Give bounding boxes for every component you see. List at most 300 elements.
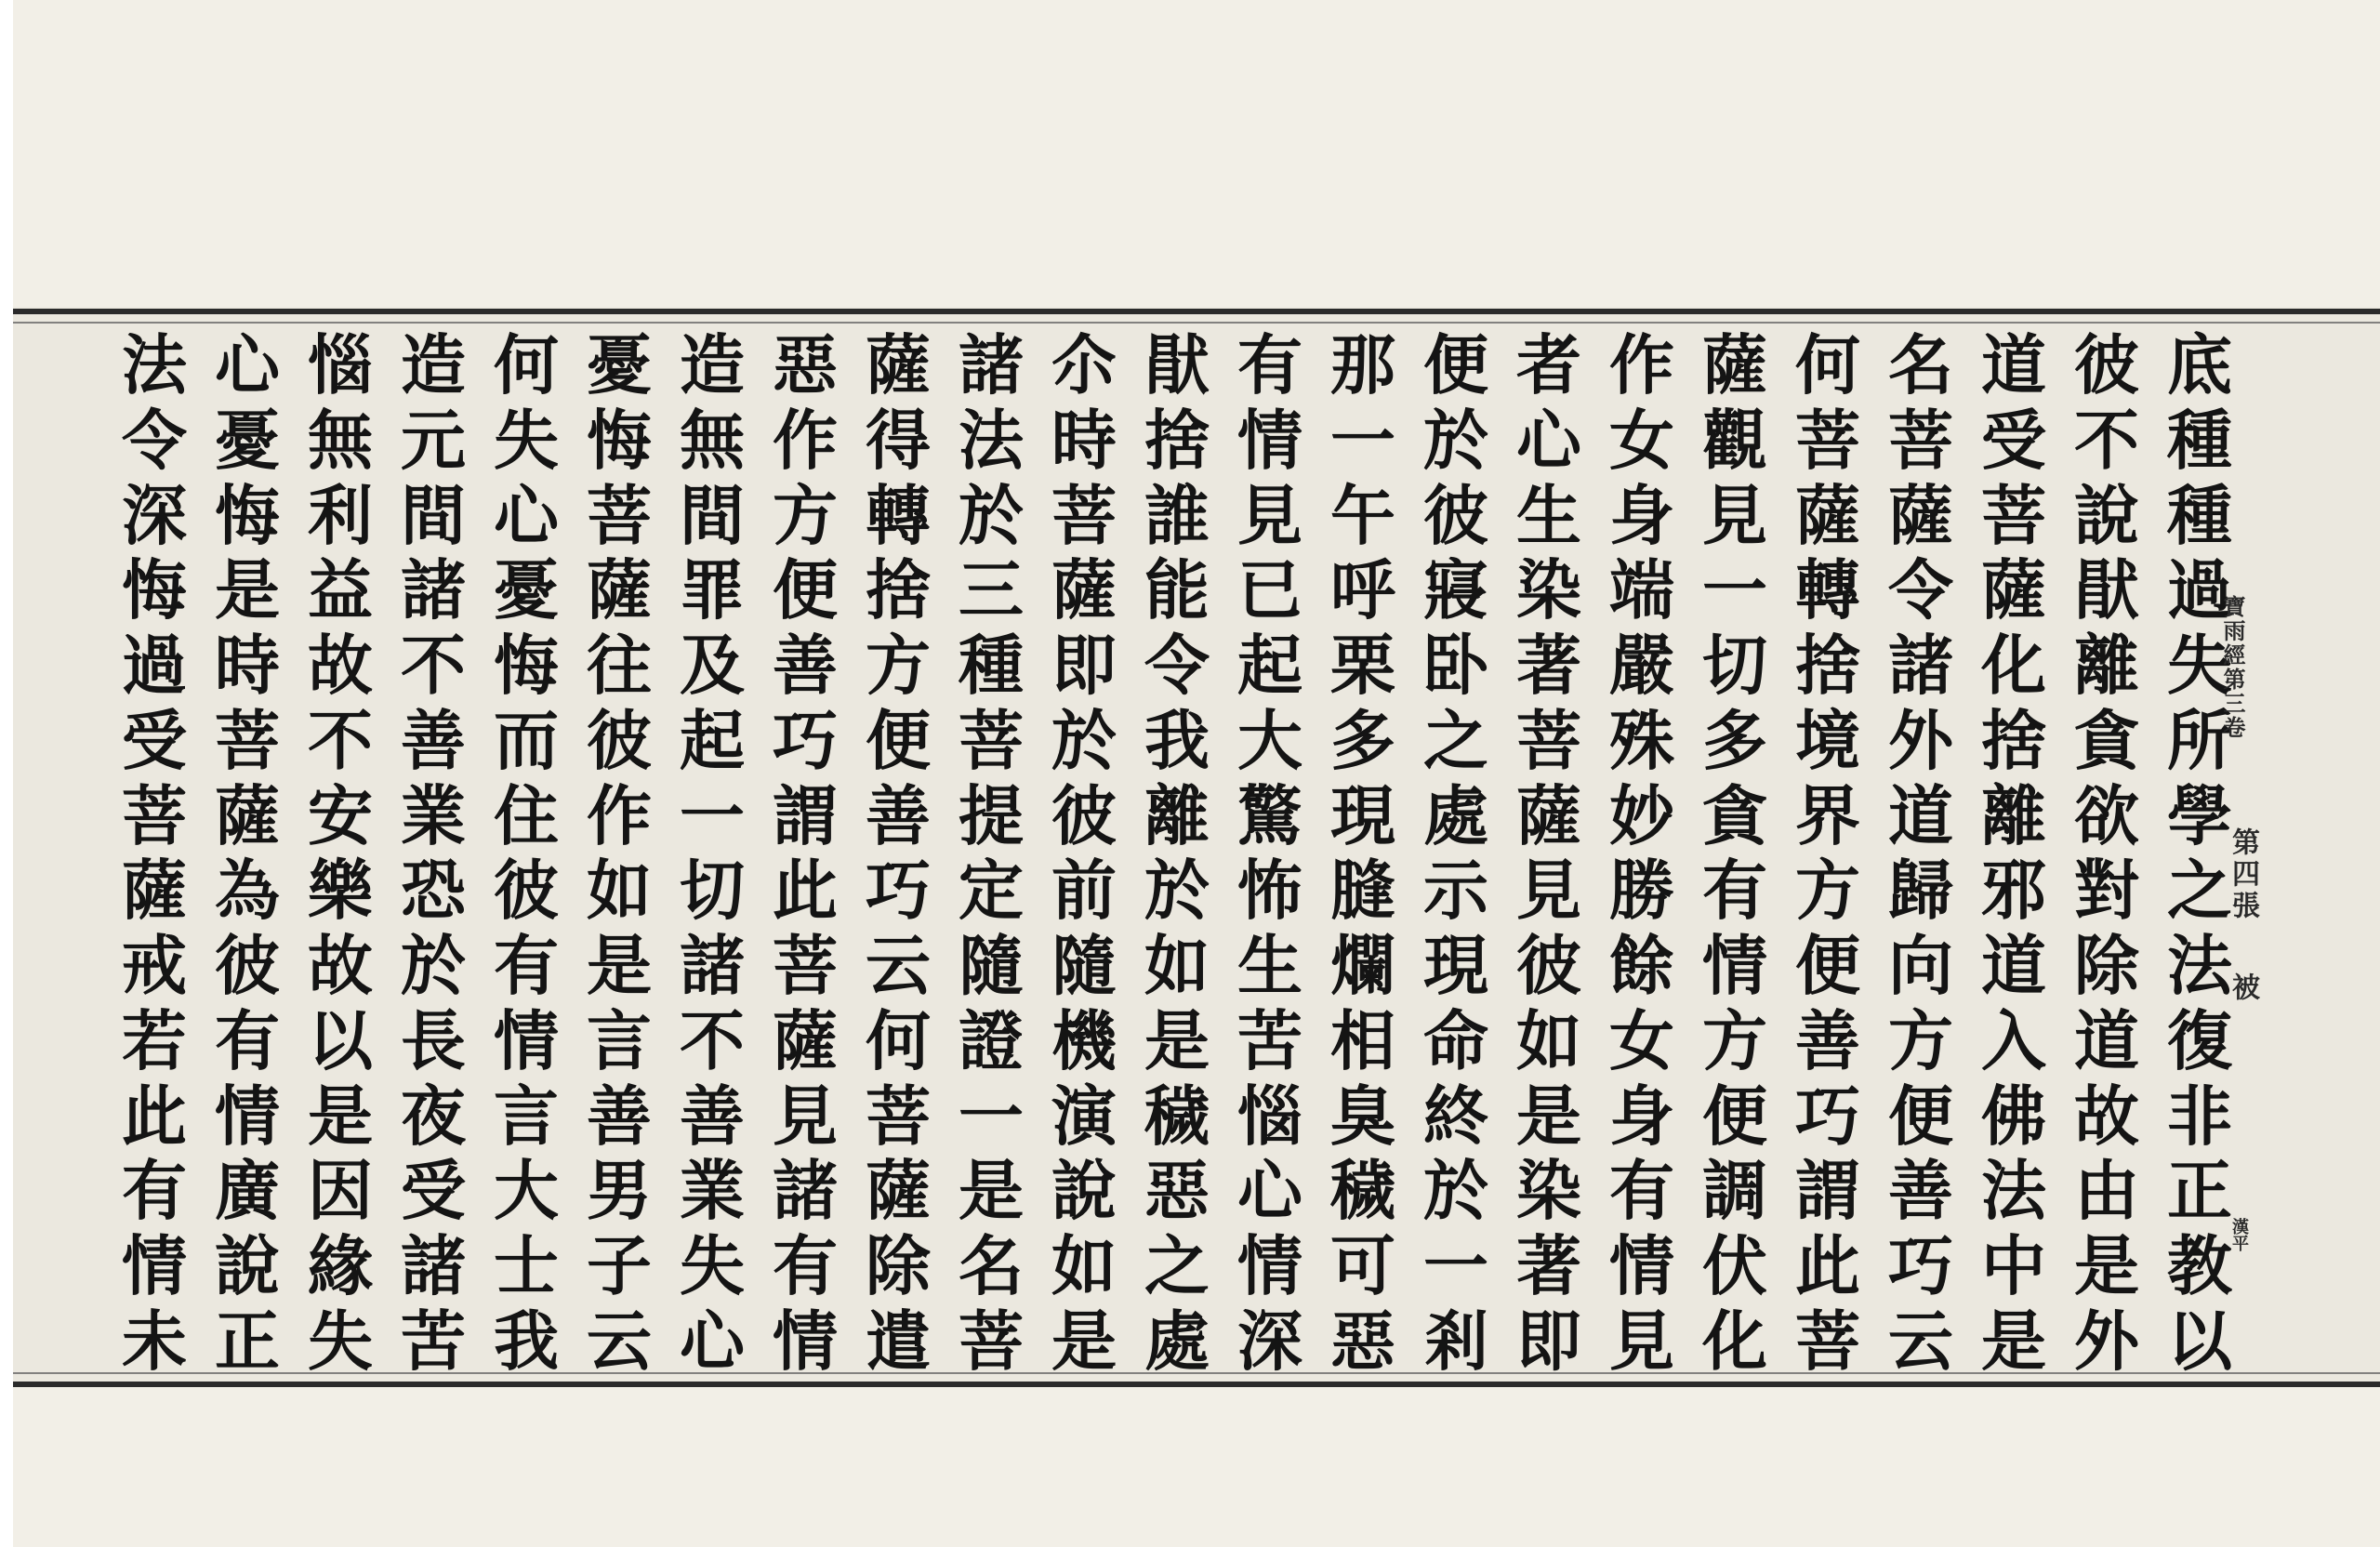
text-character: 女 bbox=[1609, 1001, 1674, 1079]
text-character: 說 bbox=[215, 1227, 280, 1305]
text-character: 不 bbox=[308, 701, 373, 779]
text-column bbox=[385, 326, 482, 1380]
text-character: 外 bbox=[2074, 1302, 2139, 1380]
text-character: 夜 bbox=[401, 1077, 466, 1155]
margin-carver-name: 漢平 bbox=[2229, 1218, 2249, 1251]
text-character: 法 bbox=[959, 401, 1024, 479]
text-character: 之 bbox=[2167, 852, 2232, 930]
text-character: 薩 bbox=[866, 326, 931, 403]
text-character: 深 bbox=[122, 476, 187, 554]
text-character: 悔 bbox=[215, 476, 280, 554]
text-character: 所 bbox=[2167, 701, 2232, 779]
text-character: 著 bbox=[1516, 1227, 1581, 1305]
text-character: 何 bbox=[866, 1001, 931, 1079]
text-character: 得 bbox=[866, 401, 931, 479]
text-character: 妙 bbox=[1609, 776, 1674, 854]
text-character: 薩 bbox=[587, 551, 652, 629]
text-character: 名 bbox=[1888, 326, 1953, 403]
text-character: 便 bbox=[1795, 927, 1860, 1005]
text-column bbox=[1408, 326, 1504, 1380]
text-character: 情 bbox=[494, 1001, 559, 1079]
text-character: 時 bbox=[1051, 401, 1117, 479]
text-character: 爛 bbox=[1330, 927, 1395, 1005]
text-character: 薩 bbox=[1702, 326, 1767, 403]
text-column bbox=[1036, 326, 1132, 1380]
text-character: 無 bbox=[308, 401, 373, 479]
text-character: 機 bbox=[1051, 1001, 1117, 1079]
text-character: 彼 bbox=[1423, 476, 1488, 554]
text-character: 可 bbox=[1330, 1227, 1395, 1305]
text-character: 名 bbox=[959, 1227, 1024, 1305]
text-character: 恐 bbox=[401, 852, 466, 930]
text-character: 及 bbox=[680, 627, 745, 705]
text-column bbox=[1501, 326, 1597, 1380]
text-character: 猒 bbox=[2074, 551, 2139, 629]
text-character: 對 bbox=[2074, 852, 2139, 930]
text-character: 生 bbox=[1237, 927, 1302, 1005]
text-character: 怖 bbox=[1237, 852, 1302, 930]
text-character: 定 bbox=[959, 852, 1024, 930]
text-character: 捨 bbox=[866, 551, 931, 629]
text-character: 提 bbox=[959, 776, 1024, 854]
text-character: 呼 bbox=[1330, 551, 1395, 629]
text-character: 離 bbox=[2074, 627, 2139, 705]
text-character: 苦 bbox=[1237, 1001, 1302, 1079]
text-character: 有 bbox=[494, 927, 559, 1005]
text-character: 一 bbox=[680, 776, 745, 854]
text-character: 有 bbox=[1702, 852, 1767, 930]
text-column bbox=[1593, 326, 1690, 1380]
text-column bbox=[1129, 326, 1225, 1380]
text-character: 於 bbox=[1423, 1152, 1488, 1230]
text-character: 憂 bbox=[587, 326, 652, 403]
text-character: 卧 bbox=[1423, 627, 1488, 705]
text-character: 非 bbox=[2167, 1077, 2232, 1155]
text-character: 化 bbox=[1702, 1302, 1767, 1380]
text-character: 不 bbox=[680, 1001, 745, 1079]
text-character: 彼 bbox=[2074, 326, 2139, 403]
text-column bbox=[1686, 326, 1783, 1380]
text-character: 不 bbox=[2074, 401, 2139, 479]
text-column bbox=[664, 326, 760, 1380]
text-character: 菩 bbox=[1795, 1302, 1860, 1380]
text-character: 能 bbox=[1144, 551, 1210, 629]
text-character: 轉 bbox=[1795, 551, 1860, 629]
bottom-margin bbox=[13, 1387, 2380, 1547]
text-character: 悔 bbox=[122, 551, 187, 629]
margin-page-number bbox=[2222, 827, 2263, 1004]
text-character: 薩 bbox=[122, 852, 187, 930]
text-character: 佛 bbox=[1981, 1077, 2046, 1155]
text-column bbox=[106, 326, 203, 1380]
text-character: 邪 bbox=[1981, 852, 2046, 930]
text-character: 造 bbox=[680, 326, 745, 403]
text-character: 離 bbox=[1981, 776, 2046, 854]
text-character: 樂 bbox=[308, 852, 373, 930]
text-character: 命 bbox=[1423, 1001, 1488, 1079]
text-character: 有 bbox=[1609, 1152, 1674, 1230]
text-character: 現 bbox=[1330, 776, 1395, 854]
text-character: 諸 bbox=[773, 1152, 838, 1230]
text-column bbox=[199, 326, 296, 1380]
text-character: 穢 bbox=[1144, 1077, 1210, 1155]
text-character: 受 bbox=[401, 1152, 466, 1230]
text-character: 時 bbox=[215, 627, 280, 705]
text-character: 士 bbox=[494, 1227, 559, 1305]
text-character: 罪 bbox=[680, 551, 745, 629]
text-character: 是 bbox=[1051, 1302, 1117, 1380]
text-character: 若 bbox=[122, 1001, 187, 1079]
text-character: 演 bbox=[1051, 1077, 1117, 1155]
text-character: 惡 bbox=[1144, 1152, 1210, 1230]
text-character: 令 bbox=[122, 401, 187, 479]
text-character: 云 bbox=[866, 927, 931, 1005]
text-character: 巧 bbox=[866, 852, 931, 930]
text-character: 彼 bbox=[1516, 927, 1581, 1005]
text-column bbox=[757, 326, 853, 1380]
text-character: 情 bbox=[1609, 1227, 1674, 1305]
text-character: 身 bbox=[1609, 476, 1674, 554]
text-character: 那 bbox=[1330, 326, 1395, 403]
text-character: 悔 bbox=[494, 627, 559, 705]
text-character: 薩 bbox=[1516, 776, 1581, 854]
text-character: 終 bbox=[1423, 1077, 1488, 1155]
text-character: 諸 bbox=[1888, 627, 1953, 705]
text-character: 一 bbox=[1702, 551, 1767, 629]
text-character: 憂 bbox=[494, 551, 559, 629]
text-character: 言 bbox=[587, 1001, 652, 1079]
text-character: 見 bbox=[1702, 476, 1767, 554]
text-character: 是 bbox=[587, 927, 652, 1005]
text-character: 彼 bbox=[215, 927, 280, 1005]
text-character: 惱 bbox=[308, 326, 373, 403]
margin-extra-char: 被 bbox=[2227, 972, 2259, 1005]
text-character: 情 bbox=[1237, 401, 1302, 479]
text-character: 善 bbox=[1795, 1001, 1860, 1079]
text-character: 是 bbox=[959, 1152, 1024, 1230]
text-character: 見 bbox=[1237, 476, 1302, 554]
text-character: 殊 bbox=[1609, 701, 1674, 779]
text-character: 而 bbox=[494, 701, 559, 779]
text-character: 切 bbox=[680, 852, 745, 930]
text-character: 菩 bbox=[1888, 401, 1953, 479]
text-character: 臭 bbox=[1330, 1077, 1395, 1155]
text-character: 道 bbox=[1981, 326, 2046, 403]
text-character: 有 bbox=[122, 1152, 187, 1230]
text-character: 誰 bbox=[1144, 476, 1210, 554]
text-character: 此 bbox=[1795, 1227, 1860, 1305]
text-character: 多 bbox=[1702, 701, 1767, 779]
text-character: 男 bbox=[587, 1152, 652, 1230]
printed-text-block bbox=[13, 309, 2380, 1387]
text-character: 諸 bbox=[959, 326, 1024, 403]
margin-sutra-title: 寶雨經第三卷 bbox=[2219, 595, 2246, 740]
text-character: 證 bbox=[959, 1001, 1024, 1079]
page-edge bbox=[0, 0, 13, 1547]
text-character: 益 bbox=[308, 551, 373, 629]
text-character: 示 bbox=[1423, 852, 1488, 930]
text-character: 種 bbox=[2167, 401, 2232, 479]
text-character: 善 bbox=[587, 1077, 652, 1155]
text-character: 遣 bbox=[866, 1302, 931, 1380]
text-character: 道 bbox=[2074, 1001, 2139, 1079]
text-character: 伏 bbox=[1702, 1227, 1767, 1305]
text-character: 貪 bbox=[1702, 776, 1767, 854]
text-character: 一 bbox=[1330, 401, 1395, 479]
text-character: 受 bbox=[122, 701, 187, 779]
text-character: 善 bbox=[401, 701, 466, 779]
text-character: 以 bbox=[308, 1001, 373, 1079]
text-character: 除 bbox=[2074, 927, 2139, 1005]
text-column bbox=[292, 326, 389, 1380]
text-character: 復 bbox=[2167, 1001, 2232, 1079]
text-character: 菩 bbox=[1795, 401, 1860, 479]
text-character: 我 bbox=[494, 1302, 559, 1380]
text-character: 令 bbox=[1888, 551, 1953, 629]
text-character: 著 bbox=[1516, 627, 1581, 705]
text-character: 菩 bbox=[773, 927, 838, 1005]
top-border-line bbox=[13, 322, 2380, 324]
text-character: 驚 bbox=[1237, 776, 1302, 854]
text-character: 謂 bbox=[773, 776, 838, 854]
text-character: 往 bbox=[587, 627, 652, 705]
text-character: 一 bbox=[1423, 1227, 1488, 1305]
text-character: 薩 bbox=[866, 1152, 931, 1230]
text-character: 捨 bbox=[1144, 401, 1210, 479]
text-character: 隨 bbox=[959, 927, 1024, 1005]
text-character: 是 bbox=[2074, 1227, 2139, 1305]
text-character: 生 bbox=[1516, 476, 1581, 554]
text-character: 菩 bbox=[959, 1302, 1024, 1380]
text-character: 於 bbox=[1051, 701, 1117, 779]
text-character: 除 bbox=[866, 1227, 931, 1305]
text-character: 不 bbox=[401, 627, 466, 705]
text-character: 諸 bbox=[401, 1227, 466, 1305]
text-character: 巧 bbox=[1888, 1227, 1953, 1305]
text-character: 如 bbox=[1051, 1227, 1117, 1305]
text-character: 菩 bbox=[1051, 476, 1117, 554]
text-character: 向 bbox=[1888, 927, 1953, 1005]
text-column bbox=[1779, 326, 1876, 1380]
text-character: 說 bbox=[2074, 476, 2139, 554]
text-character: 過 bbox=[122, 627, 187, 705]
text-character: 薩 bbox=[1888, 476, 1953, 554]
text-character: 大 bbox=[494, 1152, 559, 1230]
text-character: 者 bbox=[1516, 326, 1581, 403]
top-margin bbox=[13, 0, 2380, 307]
text-character: 失 bbox=[680, 1227, 745, 1305]
text-character: 情 bbox=[1237, 1227, 1302, 1305]
text-character: 善 bbox=[1888, 1152, 1953, 1230]
text-character: 菩 bbox=[215, 701, 280, 779]
text-character: 緣 bbox=[308, 1227, 373, 1305]
text-character: 作 bbox=[773, 401, 838, 479]
text-character: 便 bbox=[773, 551, 838, 629]
text-column bbox=[850, 326, 946, 1380]
text-character: 於 bbox=[1144, 852, 1210, 930]
text-character: 外 bbox=[1888, 701, 1953, 779]
text-character: 為 bbox=[215, 852, 280, 930]
text-character: 失 bbox=[308, 1302, 373, 1380]
text-character: 方 bbox=[1702, 1001, 1767, 1079]
text-character: 有 bbox=[773, 1227, 838, 1305]
text-character: 善 bbox=[773, 627, 838, 705]
text-character: 惡 bbox=[773, 326, 838, 403]
text-character: 間 bbox=[401, 476, 466, 554]
text-character: 嚴 bbox=[1609, 627, 1674, 705]
text-character: 何 bbox=[1795, 326, 1860, 403]
text-character: 善 bbox=[680, 1077, 745, 1155]
text-character: 種 bbox=[2167, 476, 2232, 554]
text-character: 學 bbox=[2167, 776, 2232, 854]
text-character: 正 bbox=[2167, 1152, 2232, 1230]
text-character: 膖 bbox=[1330, 852, 1395, 930]
text-character: 因 bbox=[308, 1152, 373, 1230]
text-character: 悔 bbox=[587, 401, 652, 479]
text-character: 彼 bbox=[1051, 776, 1117, 854]
text-character: 故 bbox=[308, 927, 373, 1005]
text-character: 諸 bbox=[680, 927, 745, 1005]
text-character: 菩 bbox=[959, 701, 1024, 779]
text-character: 貪 bbox=[2074, 701, 2139, 779]
text-character: 教 bbox=[2167, 1227, 2232, 1305]
text-character: 業 bbox=[680, 1152, 745, 1230]
text-character: 此 bbox=[122, 1077, 187, 1155]
text-character: 道 bbox=[1888, 776, 1953, 854]
text-character: 如 bbox=[1516, 1001, 1581, 1079]
text-character: 歸 bbox=[1888, 852, 1953, 930]
text-character: 正 bbox=[215, 1302, 280, 1380]
text-character: 便 bbox=[1423, 326, 1488, 403]
text-character: 故 bbox=[2074, 1077, 2139, 1155]
text-character: 栗 bbox=[1330, 627, 1395, 705]
text-character: 惡 bbox=[1330, 1302, 1395, 1380]
text-character: 見 bbox=[1609, 1302, 1674, 1380]
text-character: 底 bbox=[2167, 326, 2232, 403]
text-character: 云 bbox=[1888, 1302, 1953, 1380]
text-character: 情 bbox=[1702, 927, 1767, 1005]
text-character: 我 bbox=[1144, 701, 1210, 779]
text-character: 未 bbox=[122, 1302, 187, 1380]
text-character: 即 bbox=[1051, 627, 1117, 705]
text-character: 惱 bbox=[1237, 1077, 1302, 1155]
text-character: 相 bbox=[1330, 1001, 1395, 1079]
text-character: 此 bbox=[773, 852, 838, 930]
text-character: 道 bbox=[1981, 927, 2046, 1005]
text-character: 方 bbox=[1795, 852, 1860, 930]
text-character: 何 bbox=[494, 326, 559, 403]
text-character: 便 bbox=[866, 701, 931, 779]
text-character: 失 bbox=[494, 401, 559, 479]
text-character: 言 bbox=[494, 1077, 559, 1155]
text-character: 前 bbox=[1051, 852, 1117, 930]
text-character: 隨 bbox=[1051, 927, 1117, 1005]
text-character: 安 bbox=[308, 776, 373, 854]
text-character: 菩 bbox=[122, 776, 187, 854]
text-character: 利 bbox=[308, 476, 373, 554]
text-character: 轉 bbox=[866, 476, 931, 554]
text-character: 心 bbox=[680, 1302, 745, 1380]
text-character: 方 bbox=[866, 627, 931, 705]
text-character: 元 bbox=[401, 401, 466, 479]
text-column bbox=[1315, 326, 1411, 1380]
text-character: 多 bbox=[1330, 701, 1395, 779]
text-character: 是 bbox=[215, 551, 280, 629]
text-character: 之 bbox=[1423, 701, 1488, 779]
text-character: 薩 bbox=[215, 776, 280, 854]
text-character: 是 bbox=[1981, 1302, 2046, 1380]
text-character: 離 bbox=[1144, 776, 1210, 854]
text-character: 說 bbox=[1051, 1152, 1117, 1230]
text-character: 子 bbox=[587, 1227, 652, 1305]
text-character: 是 bbox=[1144, 1001, 1210, 1079]
text-character: 巧 bbox=[773, 701, 838, 779]
text-character: 方 bbox=[1888, 1001, 1953, 1079]
text-character: 有 bbox=[215, 1001, 280, 1079]
text-character: 見 bbox=[1516, 852, 1581, 930]
text-character: 菩 bbox=[587, 476, 652, 554]
text-character: 如 bbox=[587, 852, 652, 930]
text-character: 是 bbox=[1516, 1077, 1581, 1155]
text-character: 菩 bbox=[1516, 701, 1581, 779]
text-column bbox=[1872, 326, 1969, 1380]
text-character: 種 bbox=[959, 627, 1024, 705]
text-character: 切 bbox=[1702, 627, 1767, 705]
text-character: 見 bbox=[773, 1077, 838, 1155]
text-character: 謂 bbox=[1795, 1152, 1860, 1230]
text-character: 便 bbox=[1888, 1077, 1953, 1155]
text-character: 午 bbox=[1330, 476, 1395, 554]
text-character: 之 bbox=[1144, 1227, 1210, 1305]
text-column bbox=[571, 326, 668, 1380]
text-character: 剎 bbox=[1423, 1302, 1488, 1380]
text-character: 是 bbox=[308, 1077, 373, 1155]
text-character: 造 bbox=[401, 326, 466, 403]
text-character: 菩 bbox=[1981, 476, 2046, 554]
text-character: 心 bbox=[494, 476, 559, 554]
text-character: 於 bbox=[1423, 401, 1488, 479]
text-character: 善 bbox=[866, 776, 931, 854]
text-character: 廣 bbox=[215, 1152, 280, 1230]
text-character: 化 bbox=[1981, 627, 2046, 705]
text-character: 身 bbox=[1609, 1077, 1674, 1155]
text-character: 處 bbox=[1144, 1302, 1210, 1380]
text-character: 深 bbox=[1237, 1302, 1302, 1380]
text-character: 心 bbox=[1237, 1152, 1302, 1230]
text-character: 巧 bbox=[1795, 1077, 1860, 1155]
text-character: 心 bbox=[215, 326, 280, 403]
text-character: 尒 bbox=[1051, 326, 1117, 403]
text-character: 猒 bbox=[1144, 326, 1210, 403]
text-character: 大 bbox=[1237, 701, 1302, 779]
text-character: 即 bbox=[1516, 1302, 1581, 1380]
text-character: 處 bbox=[1423, 776, 1488, 854]
text-character: 薩 bbox=[1795, 476, 1860, 554]
text-character: 如 bbox=[1144, 927, 1210, 1005]
text-character: 戒 bbox=[122, 927, 187, 1005]
text-character: 穢 bbox=[1330, 1152, 1395, 1230]
text-character: 已 bbox=[1237, 551, 1302, 629]
text-character: 受 bbox=[1981, 401, 2046, 479]
text-character: 過 bbox=[2167, 551, 2232, 629]
text-character: 法 bbox=[122, 326, 187, 403]
text-character: 三 bbox=[959, 551, 1024, 629]
text-character: 薩 bbox=[1981, 551, 2046, 629]
text-character: 一 bbox=[959, 1077, 1024, 1155]
text-character: 現 bbox=[1423, 927, 1488, 1005]
text-character: 於 bbox=[401, 927, 466, 1005]
text-character: 勝 bbox=[1609, 852, 1674, 930]
